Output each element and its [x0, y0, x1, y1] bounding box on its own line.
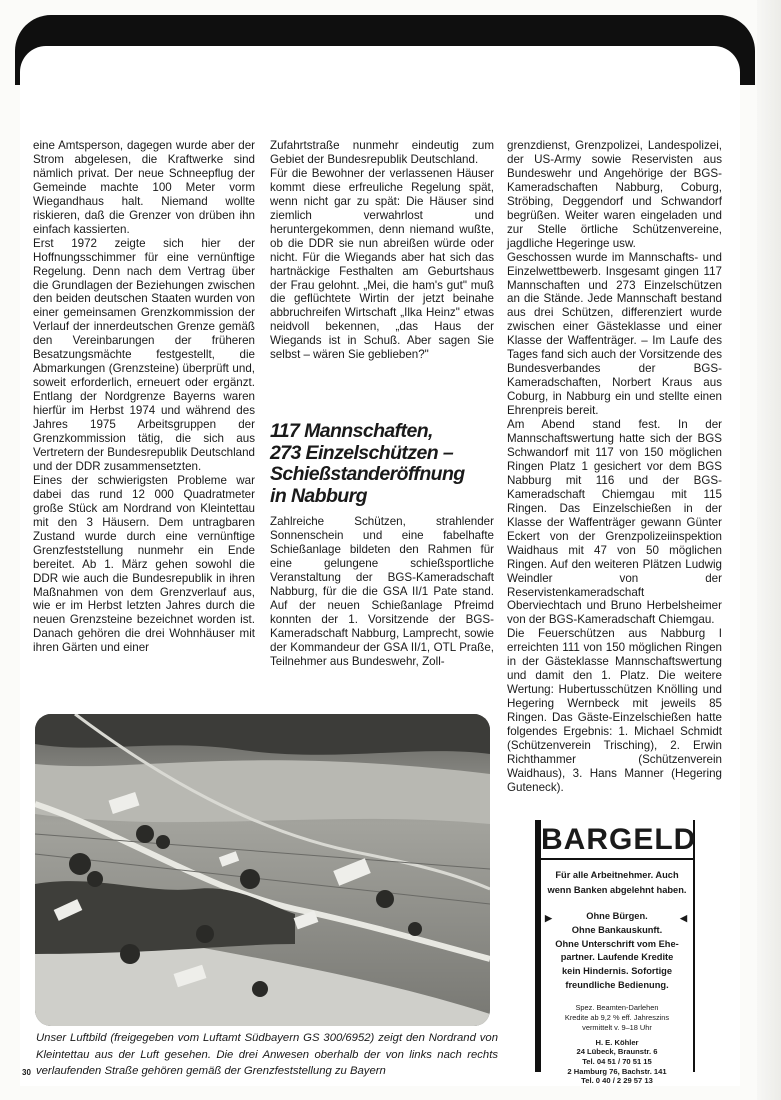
paragraph: Geschossen wurde im Mannschafts- und Einzelwettbewerb. Insgesamt gingen 117 Mannschaften und 273 Einzelschützen an die Stände. Jede Mannschaft bestand aus drei Schützen, differenziert wurde zwischen einer Gästeklasse und einer Klasse der Waffenträger. – Im Laufe des Tages fand sich auch der Vorsitzende des Bundesverbandes der BGS-Kameradschaften, Norbert Kraus aus Coburg, in Nabburg ein und stellte einen Ehrenpreis bereit. — [507, 250, 722, 418]
arrow-right-icon: ▶ — [545, 913, 552, 923]
arrow-left-icon: ◀ — [680, 913, 687, 923]
article-column-3 — [507, 139, 722, 795]
headline-line: Schießstanderöffnung — [270, 463, 465, 485]
paragraph: Für die Bewohner der verlassenen Häuser kommt diese erfreuliche Regelung spät, wenn nicht gar zu spät: Die Häuser sind ziemlich verwahrlost und heruntergekommen, denn niemand wußte, ob die DDR sie nun abreißen würde oder nicht. Für die Wiegands aber hat sich das hartnäckige Festhalten am Geburtshaus der Frau gelohnt. „Mei, die ham's gut" muß die geflüchtete Wirtin der jetzt beinahe abbruchreifen Wirtschaft „Ilka Heinz" etwas neidvoll bekennen, „das Haus der Wiegands ist in Schuß. Aber sagen Sie selbst – wären Sie geblieben?" — [270, 166, 494, 362]
ad-credit-line: Spez. Beamten-Darlehen — [575, 1002, 659, 1012]
ad-title: BARGELD — [541, 822, 693, 860]
ad-point: freundliche Bedienung. — [565, 979, 669, 990]
ad-contact-line: Tel. 04 51 / 70 51 15 — [582, 1056, 652, 1066]
headline-line: 117 Mannschaften, — [270, 420, 433, 442]
article-column-1 — [33, 139, 255, 655]
advertisement — [535, 820, 697, 1086]
ad-point: Ohne Bankauskunft. — [571, 924, 663, 935]
headline-line: in Nabburg — [270, 484, 367, 507]
ad-credit-line: Kredite ab 9,2 % eff. Jahreszins — [564, 1012, 670, 1022]
paragraph: Zufahrtstraße nunmehr eindeutig zum Gebiet der Bundesrepublik Deutschland. — [270, 139, 494, 166]
ad-contact-line: 24 Lübeck, Braunstr. 6 — [576, 1047, 658, 1057]
paragraph: Erst 1972 zeigte sich hier der Hoffnungsschimmer für eine vernünftige Regelung. Denn nach dem Vertrag über die Grundlagen der Beziehungen zwischen den beiden deutschen Staaten wurden von einer gemeinsamen Grenzkommission der Verlauf der innerdeutschen Grenze gemäß den Vereinbarungen der früheren Besatzungsmächte festgestellt, die Abmarkungen (Grenzsteine) überprüft und, soweit erforderlich, erneuert oder ergänzt. Entlang der Nordgrenze Bayerns waren hierfür im Herbst 1974 und während des Jahres 1975 Arbeitsgruppen der Grenzkommission tätig, die sich aus Vertretern der Bundesrepublik Deutschland und der DDR zusammensetzten. — [33, 236, 255, 473]
article-column-2 — [270, 139, 494, 362]
article-column-2-continued — [270, 515, 494, 668]
headline-line: 273 Einzelschützen – — [270, 441, 454, 464]
ad-credit-info — [541, 1003, 693, 1033]
paragraph: Zahlreiche Schützen, strahlender Sonnenschein und eine fabelhafte Schießanlage bildeten den Rahmen für eine gelungene schießsportliche Veranstaltung der BGS-Kameradschaft Nabburg, für die die GSA II/1 Pate stand. Auf der neuen Schießanlage Pfreimd konnten der 1. Vorsitzende der BGS-Kameradschaft Nabburg, Lamprecht, sowie der Kommandeur der GSA II/1, OTL Praße, Teilnehmer aus Bundeswehr, Zoll- — [270, 515, 494, 668]
ad-credit-line: vermittelt v. 9–18 Uhr — [582, 1022, 652, 1032]
ad-point: partner. Laufende Kredite — [560, 952, 674, 963]
ad-point: Ohne Bürgen. — [586, 911, 648, 921]
ad-point: kein Hindernis. Sofortige — [561, 966, 673, 977]
ad-points — [541, 910, 693, 993]
ad-point: Ohne Unterschrift vom Ehe- — [555, 938, 679, 949]
paragraph: Eines der schwierigsten Probleme war dabei das rund 12 000 Quadratmeter große Stück am Nordrand von Kleintettau mit den 3 Häusern. Dem untragbaren Zustand wurde durch eine vernünftige Grenzfeststellung nunmehr ein Ende bereitet. Ab 1. März gehen sowohl die DDR wie auch die Bundesrepublik in ihren Maßnahmen von dem Grenzverlauf aus, wie er im Herbst letzten Jahres durch die neuen Grenzsteine bezeichnet worden ist. Danach gehören die drei Wohnhäuser mit ihren Gärten und einer — [33, 473, 255, 655]
aerial-photo-illustration — [35, 714, 490, 1026]
page-edge — [757, 0, 781, 1100]
page-number: 30 — [22, 1068, 31, 1077]
ad-intro-line: wenn Banken abgelehnt haben. — [547, 885, 687, 895]
ad-contact-line: 2 Hamburg 76, Bachstr. 141 — [567, 1066, 667, 1076]
ad-contact — [541, 1038, 693, 1086]
section-headline — [270, 421, 498, 507]
ad-intro-line: Für alle Arbeitnehmer. Auch — [555, 870, 679, 880]
aerial-photo — [35, 714, 490, 1026]
paragraph: eine Amtsperson, dagegen wurde aber der Strom abgelesen, die Kraftwerke sind nämlich privat. Der neue Schneepflug der Gemeinde machte 100 Meter vorm Wiegandhaus halt. Niemand wollte riskieren, daß die Grenzer von drüben ihn einfach kassierten. — [33, 139, 255, 236]
photo-caption: Unser Luftbild (freigegeben vom Luftamt Südbayern GS 300/6952) zeigt den Nordrand von Kleintettau aus der Luft gesehen. Die drei Anwesen oberhalb der von links nach rechts verlaufenden Straße gehören gemäß der Grenzfeststellung zu Bayern — [36, 1032, 498, 1078]
ad-intro — [541, 868, 693, 898]
paragraph: Die Feuerschützen aus Nabburg I erreichten 111 von 150 möglichen Ringen in der Gästeklasse Mannschaftswertung und damit den 1. Platz. Die weitere Wertung: Hubertusschützen Knölling und Hegering Wernbeck mit jeweils 85 Ringen. Das Gäste-Einzelschießen hatte folgendes Ergebnis: 1. Michael Schmidt (Schützenverein Trisching), 2. Erwin Richthammer (Schützenverein Waidhaus), 3. Hans Manner (Hegering Guteneck). — [507, 627, 722, 794]
ad-contact-line: Tel. 0 40 / 2 29 57 13 — [581, 1076, 653, 1086]
paragraph: grenzdienst, Grenzpolizei, Landespolizei, der US-Army sowie Reservisten aus Bundeswehr und Angehörige der BGS-Kameradschaften Nabburg, Coburg, Ströbing, Deggendorf und Schwandorf begrüßen. Weiter waren eingeladen und zur Stelle örtliche Schützenvereine, jagdliche Hegeringe usw. — [507, 139, 722, 250]
paragraph: Am Abend stand fest. In der Mannschaftswertung hatte sich der BGS Schwandorf mit 117 von 150 möglichen Ringen Platz 1 gesichert vor dem BGS Nabburg mit 116 und der BGS-Kameradschaft Chiemgau mit 115 Ringen. Das Einzelschießen in der Klasse der Waffenträger gewann Günter Eckert von der Grenzpolizeiinspektion Waidhaus mit 47 von 50 möglichen Ringen. Auf den weiteren Plätzen Ludwig Weindler von der Reservistenkameradschaft Oberviechtach und Bruno Herbelsheimer von der BGS-Kameradschaft Chiemgau. — [507, 418, 722, 627]
ad-contact-line: H. E. Köhler — [595, 1037, 639, 1047]
